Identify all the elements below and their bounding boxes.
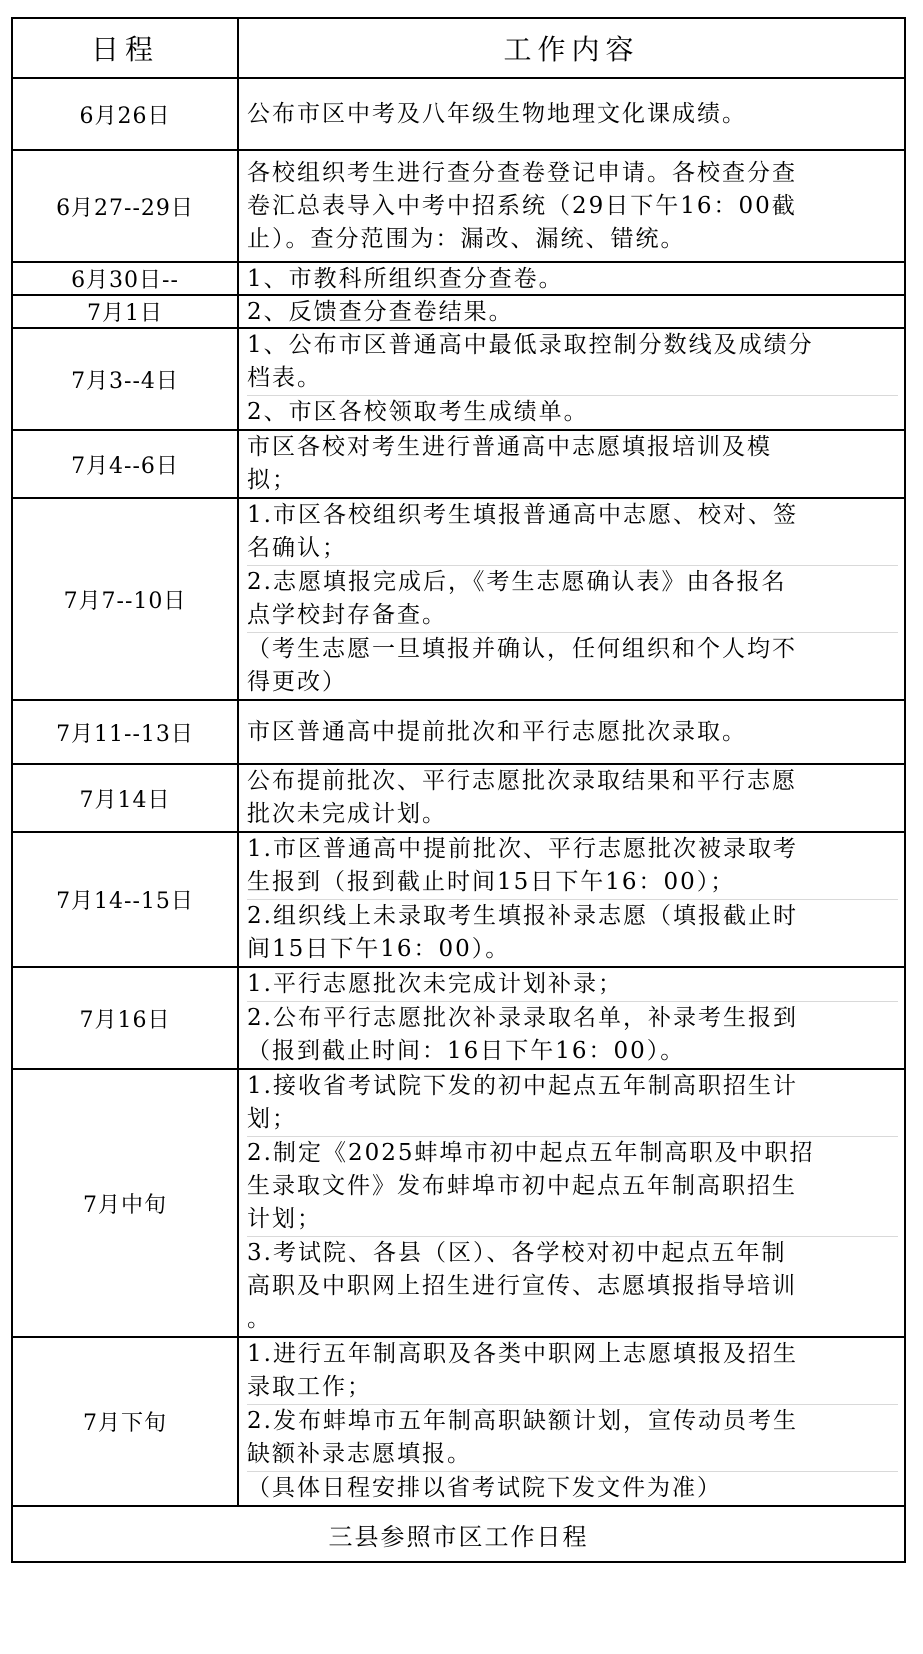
content-line: 2.发布蚌埠市五年制高职缺额计划，宣传动员考生 xyxy=(247,1408,798,1434)
content-paragraph xyxy=(247,1338,898,1404)
content-paragraph xyxy=(247,1136,898,1236)
table-row xyxy=(12,832,905,967)
content-line: 2.制定《2025蚌埠市初中起点五年制高职及中职招 xyxy=(247,1140,815,1166)
content-paragraph xyxy=(247,264,898,294)
content-line: 划； xyxy=(247,1106,297,1132)
content-paragraph xyxy=(247,833,898,899)
content-paragraph xyxy=(247,1001,898,1068)
table-row xyxy=(12,430,905,498)
table-row xyxy=(12,1337,905,1506)
content-line: 1.平行志愿批次未完成计划补录； xyxy=(247,971,623,997)
content-paragraph xyxy=(247,632,898,699)
table-row xyxy=(12,764,905,832)
content-paragraph xyxy=(247,765,898,831)
content-line: 高职及中职网上招生进行宣传、志愿填报指导培训 xyxy=(247,1273,797,1299)
row-date: 6月27--29日 xyxy=(12,150,238,262)
content-line: 拟； xyxy=(247,467,297,493)
content-paragraph xyxy=(247,968,898,1001)
content-paragraph xyxy=(247,329,898,395)
row-content xyxy=(238,967,905,1069)
date-column-header: 日程 xyxy=(12,18,238,78)
row-content xyxy=(238,430,905,498)
content-paragraph xyxy=(247,98,898,131)
content-line: 2、市区各校领取考生成绩单。 xyxy=(247,399,589,425)
content-line: 批次未完成计划。 xyxy=(247,801,447,827)
row-date: 7月14--15日 xyxy=(12,832,238,967)
row-content xyxy=(238,262,905,295)
table-row xyxy=(12,295,905,328)
row-date: 6月30日-- xyxy=(12,262,238,295)
content-line: （考生志愿一旦填报并确认，任何组织和个人均不 xyxy=(247,636,797,662)
content-line: 得更改） xyxy=(247,669,347,695)
content-paragraph xyxy=(247,499,898,565)
table-header-row xyxy=(12,18,905,78)
row-content xyxy=(238,700,905,764)
content-paragraph xyxy=(247,1404,898,1471)
row-date: 6月26日 xyxy=(12,78,238,150)
content-paragraph xyxy=(247,1070,898,1136)
content-paragraph xyxy=(247,899,898,966)
table-row xyxy=(12,262,905,295)
content-paragraph xyxy=(247,297,898,327)
row-content xyxy=(238,328,905,430)
content-line: 生报到（报到截止时间15日下午16：00）； xyxy=(247,869,736,895)
content-line: 1、市教科所组织查分查卷。 xyxy=(247,265,564,292)
content-paragraph xyxy=(247,395,898,429)
row-content xyxy=(238,78,905,150)
row-date: 7月1日 xyxy=(12,295,238,328)
content-line: 档表。 xyxy=(247,365,322,391)
content-line: 点学校封存备查。 xyxy=(247,602,447,628)
row-date: 7月11--13日 xyxy=(12,700,238,764)
content-line: 1.进行五年制高职及各类中职网上志愿填报及招生 xyxy=(247,1341,798,1367)
row-content xyxy=(238,1069,905,1337)
row-date: 7月14日 xyxy=(12,764,238,832)
content-paragraph xyxy=(247,565,898,632)
content-paragraph xyxy=(247,157,898,256)
table-row xyxy=(12,967,905,1069)
content-line: 间15日下午16：00）。 xyxy=(247,936,511,962)
row-date: 7月中旬 xyxy=(12,1069,238,1337)
table-row xyxy=(12,78,905,150)
content-line: 2.志愿填报完成后，《考生志愿确认表》由各报名 xyxy=(247,569,787,595)
content-paragraph xyxy=(247,1471,898,1505)
content-line: 公布市区中考及八年级生物地理文化课成绩。 xyxy=(247,100,747,127)
table-row xyxy=(12,328,905,430)
schedule-table xyxy=(11,17,906,1563)
content-line: 2.公布平行志愿批次补录录取名单，补录考生报到 xyxy=(247,1005,798,1031)
table-row xyxy=(12,1069,905,1337)
row-content xyxy=(238,295,905,328)
content-line: 3.考试院、各县（区）、各学校对初中起点五年制 xyxy=(247,1240,787,1266)
content-line: （报到截止时间：16日下午16：00）。 xyxy=(247,1038,686,1064)
table-footer-row xyxy=(12,1506,905,1562)
content-line: 1.接收省考试院下发的初中起点五年制高职招生计 xyxy=(247,1073,798,1099)
row-date: 7月3--4日 xyxy=(12,328,238,430)
table-row xyxy=(12,498,905,700)
content-line: （具体日程安排以省考试院下发文件为准） xyxy=(247,1475,722,1501)
content-line: 缺额补录志愿填报。 xyxy=(247,1441,472,1467)
content-line: 1、公布市区普通高中最低录取控制分数线及成绩分 xyxy=(247,332,814,358)
content-column-header: 工作内容 xyxy=(238,18,905,78)
content-line: 市区各校对考生进行普通高中志愿填报培训及模 xyxy=(247,434,772,460)
row-content xyxy=(238,1337,905,1506)
content-paragraph xyxy=(247,716,898,749)
row-date: 7月下旬 xyxy=(12,1337,238,1506)
content-line: 名确认； xyxy=(247,535,347,561)
content-line: 2.组织线上未录取考生填报补录志愿（填报截止时 xyxy=(247,903,798,929)
content-line: 止）。查分范围为：漏改、漏统、错统。 xyxy=(247,225,686,252)
table-row xyxy=(12,150,905,262)
content-paragraph xyxy=(247,1236,898,1336)
content-line: 计划； xyxy=(247,1206,322,1232)
content-line: 各校组织考生进行查分查卷登记申请。各校查分查 xyxy=(247,159,797,186)
row-date: 7月4--6日 xyxy=(12,430,238,498)
content-line: 生录取文件》发布蚌埠市初中起点五年制高职招生 xyxy=(247,1173,797,1199)
row-content xyxy=(238,764,905,832)
content-line: 公布提前批次、平行志愿批次录取结果和平行志愿 xyxy=(247,768,797,794)
schedule-table-body xyxy=(12,18,905,1562)
content-line: 市区普通高中提前批次和平行志愿批次录取。 xyxy=(247,718,747,745)
footer-note: 三县参照市区工作日程 xyxy=(12,1506,905,1562)
row-content xyxy=(238,832,905,967)
row-content xyxy=(238,498,905,700)
table-row xyxy=(12,700,905,764)
row-content xyxy=(238,150,905,262)
content-line: 1.市区普通高中提前批次、平行志愿批次被录取考 xyxy=(247,836,798,862)
content-line: 卷汇总表导入中考中招系统（29日下午16：00截 xyxy=(247,192,797,219)
row-date: 7月7--10日 xyxy=(12,498,238,700)
content-line: 。 xyxy=(247,1306,272,1332)
row-date: 7月16日 xyxy=(12,967,238,1069)
content-line: 1.市区各校组织考生填报普通高中志愿、校对、签 xyxy=(247,502,798,528)
content-paragraph xyxy=(247,431,898,497)
content-line: 2、反馈查分查卷结果。 xyxy=(247,298,514,325)
content-line: 录取工作； xyxy=(247,1374,372,1400)
